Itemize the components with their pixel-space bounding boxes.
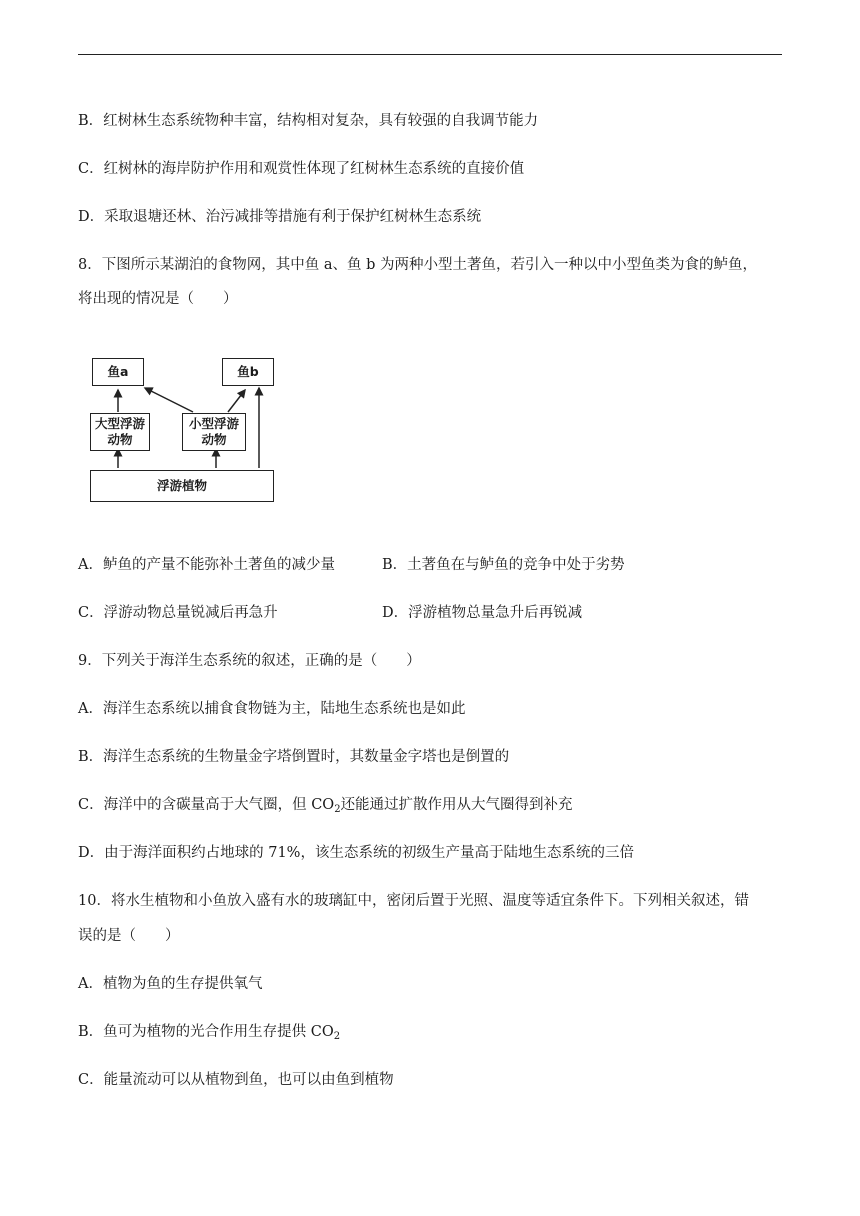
fish-a-box: 鱼a bbox=[92, 358, 144, 386]
fish-b-box: 鱼b bbox=[222, 358, 274, 386]
q9-stem: 9．下列关于海洋生态系统的叙述，正确的是（ ） bbox=[78, 653, 421, 669]
small-zooplankton-label-2: 动物 bbox=[201, 432, 227, 447]
arrow-small-zoo-to-fish-b bbox=[228, 390, 245, 412]
header-rule bbox=[78, 54, 782, 55]
arrow-small-zoo-to-fish-a bbox=[145, 388, 193, 412]
q9-option-c-subscript: 2 bbox=[334, 804, 341, 815]
q10-stem-line1: 10．将水生植物和小鱼放入盛有水的玻璃缸中，密闭后置于光照、温度等适宜条件下。下列相关叙述，错 bbox=[78, 893, 749, 909]
q8-option-b: B．土著鱼在与鲈鱼的竞争中处于劣势 bbox=[382, 557, 625, 573]
large-zooplankton-box bbox=[90, 413, 150, 451]
q10-option-b-subscript: 2 bbox=[333, 1031, 341, 1042]
q7-option-c: C．红树林的海岸防护作用和观赏性体现了红树林生态系统的直接价值 bbox=[78, 161, 525, 177]
q9-option-d: D．由于海洋面积约占地球的 71%，该生态系统的初级生产量高于陆地生态系统的三倍 bbox=[78, 845, 634, 861]
q9-option-b: B．海洋生态系统的生物量金字塔倒置时，其数量金字塔也是倒置的 bbox=[78, 749, 510, 765]
q8-stem-line1: 8．下图所示某湖泊的食物网，其中鱼 a、鱼 b 为两种小型土著鱼，若引入一种以中小型鱼类为食的鲈鱼， bbox=[78, 257, 757, 273]
q8-option-a: A．鲈鱼的产量不能弥补土著鱼的减少量 bbox=[78, 557, 335, 573]
q10-option-b bbox=[78, 1022, 340, 1042]
q10-option-c: C．能量流动可以从植物到鱼，也可以由鱼到植物 bbox=[78, 1072, 394, 1088]
q7-option-d: D．采取退塘还林、治污减排等措施有利于保护红树林生态系统 bbox=[78, 209, 482, 225]
q10-option-b-text: B．鱼可为植物的光合作用生存提供 CO bbox=[78, 1024, 334, 1040]
food-web-diagram bbox=[78, 350, 304, 506]
small-zooplankton-box bbox=[182, 413, 246, 451]
q7-option-b: B．红树林生态系统物种丰富，结构相对复杂，具有较强的自我调节能力 bbox=[78, 113, 539, 129]
q8-option-d: D．浮游植物总量急升后再锐减 bbox=[382, 605, 583, 621]
q8-stem-line2: 将出现的情况是（ ） bbox=[78, 291, 238, 307]
large-zooplankton-label-2: 动物 bbox=[107, 432, 133, 447]
large-zooplankton-label-1: 大型浮游 bbox=[94, 416, 145, 431]
q9-option-c-text-end: 还能通过扩散作用从大气圈得到补充 bbox=[340, 797, 573, 813]
q10-stem-line2: 误的是（ ） bbox=[78, 928, 180, 944]
q10-option-a: A．植物为鱼的生存提供氧气 bbox=[78, 976, 263, 992]
q8-option-c: C．浮游动物总量锐减后再急升 bbox=[78, 605, 278, 621]
q9-option-c bbox=[78, 795, 573, 815]
small-zooplankton-label-1: 小型浮游 bbox=[188, 416, 239, 431]
q9-option-c-text: C．海洋中的含碳量高于大气圈，但 CO bbox=[78, 797, 335, 813]
phytoplankton-box: 浮游植物 bbox=[90, 470, 274, 502]
q9-option-a: A．海洋生态系统以捕食食物链为主，陆地生态系统也是如此 bbox=[78, 701, 466, 717]
